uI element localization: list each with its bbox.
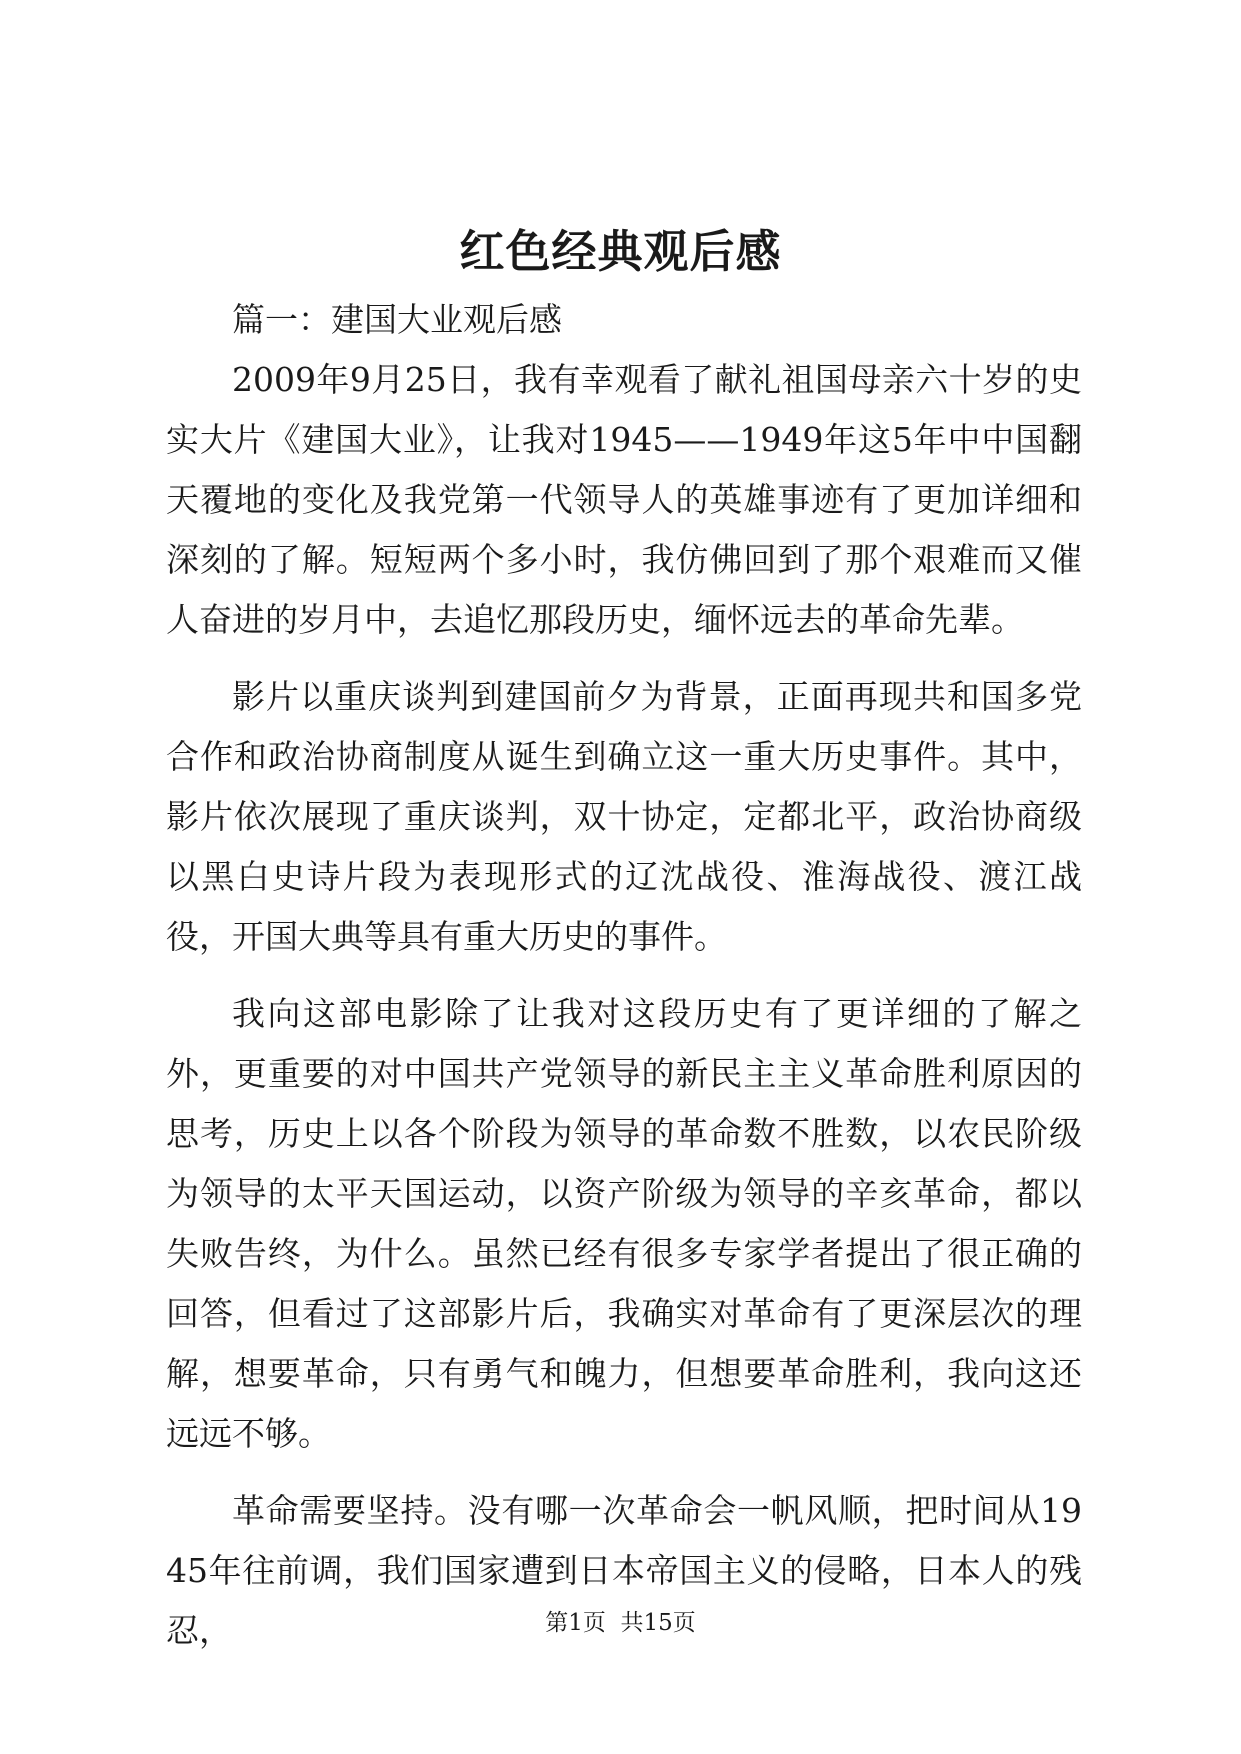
paragraph-2: 影片以重庆谈判到建国前夕为背景，正面再现共和国多党合作和政治协商制度从诞生到确立这一重大历史事件。其中，影片依次展现了重庆谈判，双十协定，定都北平，政治协商级以黑白史诗片段为表现形式的辽沈战役、淮海战役、渡江战役，开国大典等具有重大历史的事件。 [166,677,1082,956]
paragraph-4: 革命需要坚持。没有哪一次革命会一帆风顺，把时间从1945年往前调，我们国家遭到日本帝国主义的侵略，日本人的残忍， [166,1491,1082,1650]
page-number: 第1页 [545,1610,606,1636]
document-body [166,290,1082,1678]
page-footer [0,1608,1241,1638]
document-title: 红色经典观后感 [459,225,782,278]
section-subtitle: 篇一：建国大业观后感 [232,300,562,339]
footer-spacer [606,1610,621,1636]
paragraph-1: 2009年9月25日，我有幸观看了献礼祖国母亲六十岁的史实大片《建国大业》，让我对1945——1949年这5年中中国翻天覆地的变化及我党第一代领导人的英雄事迹有了更加详细和深刻的了解。短短两个多小时，我仿佛回到了那个艰难而又催人奋进的岁月中，去追忆那段历史，缅怀远去的革命先辈。 [166,360,1082,639]
page-total: 共15页 [620,1610,696,1636]
paragraph-3: 我向这部电影除了让我对这段历史有了更详细的了解之外，更重要的对中国共产党领导的新民主主义革命胜利原因的思考，历史上以各个阶段为领导的革命数不胜数，以农民阶级为领导的太平天国运动，以资产阶级为领导的辛亥革命，都以失败告终，为什么。虽然已经有很多专家学者提出了很正确的回答，但看过了这部影片后，我确实对革命有了更深层次的理解，想要革命，只有勇气和魄力，但想要革命胜利，我向这还远远不够。 [166,994,1082,1453]
